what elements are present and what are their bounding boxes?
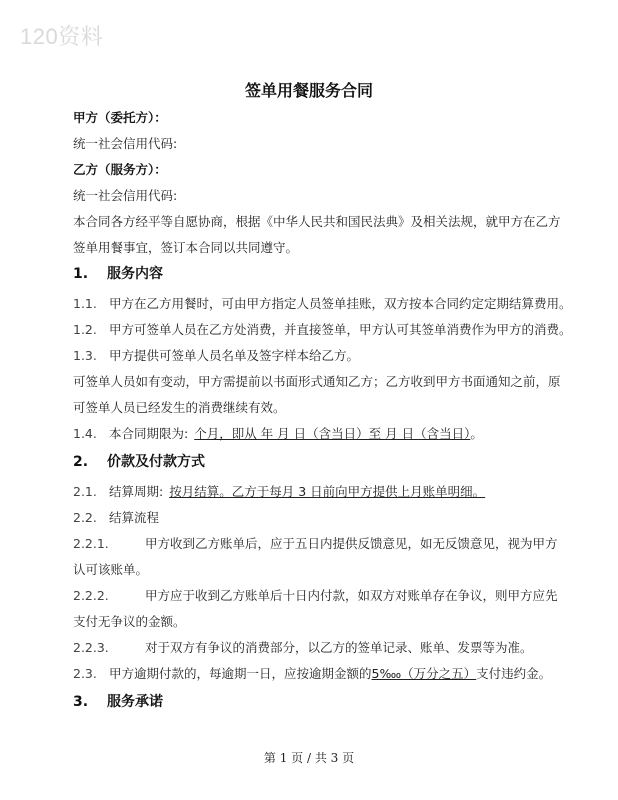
watermark: 120资料 (20, 24, 104, 49)
clause-text: 甲方应于收到乙方账单后十日内付款，如双方对账单存在争议，则甲方应先 (145, 588, 558, 603)
clause-suffix: 支付违约金。 (476, 666, 552, 681)
clause-text: 甲方提供可签单人员名单及签字样本给乙方。 (109, 348, 360, 363)
clause-2-2-2-cont: 支付无争议的金额。 (73, 614, 186, 629)
note-line-2: 可签单人员已经发生的消费继续有效。 (73, 400, 286, 415)
clause-number: 2.2. (73, 510, 97, 525)
intro-line-1: 本合同各方经平等自愿协商，根据《中华人民共和国民法典》及相关法规，就甲方在乙方 (73, 214, 561, 229)
section-3-heading (73, 694, 163, 710)
clause-2-2-1-cont: 认可该账单。 (73, 562, 149, 577)
clause-2-2-1 (73, 536, 558, 552)
clause-number: 1.3. (73, 348, 97, 363)
clause-1-3 (73, 348, 359, 364)
clause-2-1 (73, 484, 485, 500)
clause-2-2-2 (73, 588, 558, 604)
clause-2-3 (73, 666, 551, 682)
section-1-heading (73, 266, 163, 282)
clause-suffix: 。 (470, 426, 483, 441)
clause-number: 1.2. (73, 322, 97, 337)
contract-term-field: 个月，即从 年 月 日（含当日）至 月 日（含当日） (194, 426, 471, 441)
page-footer: 第 1 页 / 共 3 页 (263, 751, 355, 765)
party-b-credit-code: 统一社会信用代码: (73, 188, 178, 203)
section-number: 3. (73, 694, 89, 710)
clause-text: 甲方收到乙方账单后，应于五日内提供反馈意见，如无反馈意见，视为甲方 (145, 536, 558, 551)
clause-number: 2.2.2. (73, 588, 109, 603)
clause-text: 甲方可签单人员在乙方处消费，并直接签单，甲方认可其签单消费作为甲方的消费。 (109, 322, 572, 337)
clause-text: 对于双方有争议的消费部分，以乙方的签单记录、账单、发票等为准。 (145, 640, 533, 655)
intro-line-2: 签单用餐事宜，签订本合同以共同遵守。 (73, 240, 299, 255)
clause-number: 1.1. (73, 296, 97, 311)
clause-prefix: 甲方逾期付款的，每逾期一日，应按逾期金额的 (109, 666, 372, 681)
penalty-rate-field: 5‱（万分之五） (371, 666, 477, 681)
clause-2-2-3 (73, 640, 533, 656)
clause-1-1 (73, 296, 572, 312)
clause-1-2 (73, 322, 572, 338)
clause-number: 1.4. (73, 426, 97, 441)
clause-1-4 (73, 426, 483, 442)
party-a-label: 甲方（委托方）： (73, 110, 167, 125)
section-2-heading (73, 454, 205, 470)
settlement-period-field: 按月结算。乙方于每月 3 日前向甲方提供上月账单明细。 (169, 484, 486, 499)
clause-number: 2.1. (73, 484, 97, 499)
section-number: 1. (73, 266, 89, 282)
clause-text: 甲方在乙方用餐时，可由甲方指定人员签单挂账，双方按本合同约定定期结算费用。 (109, 296, 572, 311)
section-title: 价款及付款方式 (107, 454, 205, 470)
clause-prefix: 本合同期限为: (109, 426, 189, 441)
clause-2-2 (73, 510, 159, 526)
clause-text: 结算流程 (109, 510, 160, 525)
clause-number: 2.2.3. (73, 640, 109, 655)
clause-prefix: 结算周期: (109, 484, 164, 499)
clause-number: 2.3. (73, 666, 97, 681)
party-a-credit-code: 统一社会信用代码: (73, 136, 178, 151)
section-title: 服务内容 (107, 266, 163, 282)
note-line-1: 可签单人员如有变动，甲方需提前以书面形式通知乙方；乙方收到甲方书面通知之前，原 (73, 374, 561, 389)
section-title: 服务承诺 (107, 694, 163, 710)
document-title: 签单用餐服务合同 (244, 81, 373, 100)
party-b-label: 乙方（服务方）： (73, 162, 167, 177)
section-number: 2. (73, 454, 89, 470)
clause-number: 2.2.1. (73, 536, 109, 551)
